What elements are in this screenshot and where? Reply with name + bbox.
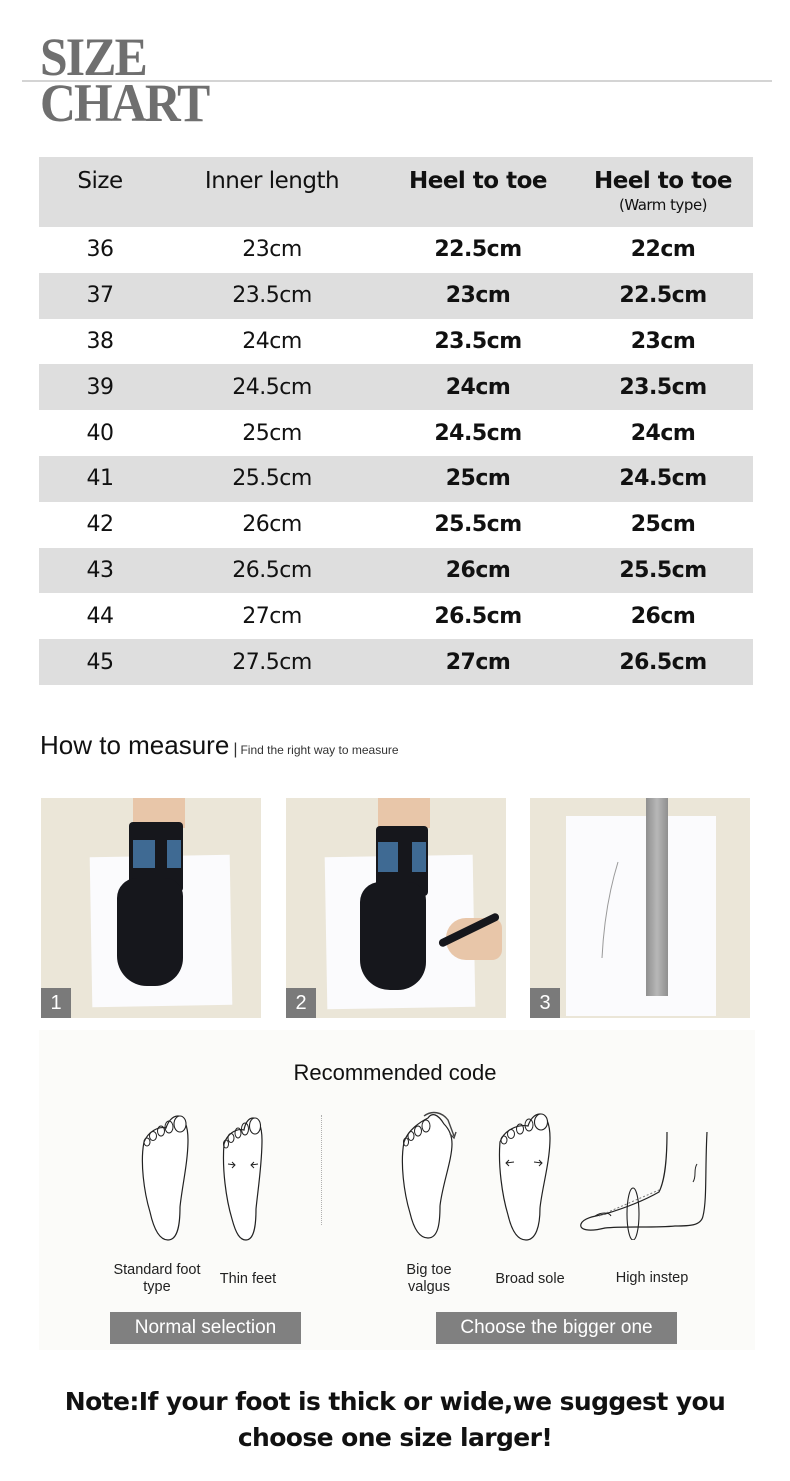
step-badge: 2: [286, 988, 316, 1018]
table-row: [39, 364, 753, 410]
table-row: [39, 593, 753, 639]
step-1-photo: [41, 798, 261, 1018]
thin-foot-icon: [218, 1114, 268, 1244]
size-table: [39, 157, 753, 685]
cell-warm: 23cm: [630, 328, 696, 354]
label-line: Thin feet: [219, 1271, 277, 1287]
how-to-measure-heading: [40, 730, 399, 761]
table-row: [39, 273, 753, 319]
measure-title: How to measure: [40, 730, 230, 760]
step-2-photo: [286, 798, 506, 1018]
cell-warm: 26cm: [630, 603, 696, 629]
table-row: [39, 502, 753, 548]
step-badge: 1: [41, 988, 71, 1018]
sock-stripe: [167, 840, 181, 868]
table-row: [39, 227, 753, 273]
note-line-2: choose one size larger!: [237, 1423, 553, 1452]
label-line: type: [143, 1279, 171, 1295]
cell-heel: 24cm: [445, 374, 511, 400]
cell-inner: 23.5cm: [232, 283, 312, 309]
cell-heel: 26.5cm: [434, 603, 522, 629]
title-line-2: CHART: [40, 73, 209, 133]
header-label: Inner length: [204, 168, 340, 194]
cell-size: 44: [86, 603, 114, 629]
cell-warm: 24.5cm: [619, 466, 707, 492]
cell-size: 45: [86, 649, 114, 675]
cell-inner: 27.5cm: [232, 649, 312, 675]
cell-inner: 23cm: [242, 237, 302, 263]
cell-size: 41: [86, 466, 114, 492]
page-title: [40, 27, 223, 133]
cell-heel: 25cm: [445, 466, 511, 492]
group-divider: [321, 1115, 322, 1225]
table-header-row: [39, 157, 753, 227]
ruler: [646, 798, 668, 996]
cell-inner: 26.5cm: [232, 557, 312, 583]
sock-stripe: [378, 842, 398, 872]
label-big-toe-valgus: [392, 1262, 466, 1296]
foot-outline-trace: [590, 858, 630, 968]
label-line: Big toe: [406, 1262, 452, 1278]
header-label: Size: [77, 168, 123, 194]
cell-heel: 23cm: [445, 283, 511, 309]
cell-inner: 24.5cm: [232, 374, 312, 400]
cell-size: 43: [86, 557, 114, 583]
cell-size: 40: [86, 420, 114, 446]
cell-size: 39: [86, 374, 114, 400]
cell-heel: 24.5cm: [434, 420, 522, 446]
note-line-1: Note:If your foot is thick or wide,we suggest you: [64, 1387, 726, 1416]
label-line: Broad sole: [495, 1271, 565, 1287]
header-heel-to-toe: [383, 157, 573, 227]
high-instep-icon: [575, 1130, 715, 1240]
choose-bigger-badge: Choose the bigger one: [436, 1312, 677, 1344]
cell-warm: 26.5cm: [619, 649, 707, 675]
cell-inner: 24cm: [242, 328, 302, 354]
label-line: Standard foot: [113, 1262, 201, 1278]
step-badge: 3: [530, 988, 560, 1018]
cell-heel: 26cm: [445, 557, 511, 583]
label-standard-foot: [100, 1262, 214, 1296]
step-3-photo: [530, 798, 750, 1018]
cell-inner: 26cm: [242, 512, 302, 538]
header-sublabel: (Warm type): [618, 196, 708, 214]
broad-sole-icon: [496, 1110, 554, 1244]
paper-sheet: [566, 816, 716, 1016]
cell-heel: 25.5cm: [434, 512, 522, 538]
measure-subtitle: Find the right way to measure: [240, 743, 399, 757]
measure-separator: |: [233, 741, 238, 758]
cell-warm: 22.5cm: [619, 283, 707, 309]
label-broad-sole: [482, 1271, 578, 1288]
normal-selection-badge: Normal selection: [110, 1312, 301, 1344]
table-row: [39, 548, 753, 594]
cell-size: 42: [86, 512, 114, 538]
sock-stripe: [133, 840, 155, 868]
cell-warm: 22cm: [630, 237, 696, 263]
label-thin-feet: [208, 1271, 288, 1288]
cell-inner: 25cm: [242, 420, 302, 446]
header-size: [39, 157, 161, 227]
header-inner-length: [161, 157, 383, 227]
table-row: [39, 410, 753, 456]
cell-heel: 27cm: [445, 649, 511, 675]
label-line: valgus: [408, 1279, 450, 1295]
cell-warm: 24cm: [630, 420, 696, 446]
big-toe-valgus-icon: [398, 1108, 466, 1244]
header-label: Heel to toe: [408, 168, 548, 194]
cell-size: 36: [86, 237, 114, 263]
sock-foot: [360, 882, 426, 990]
header-label: Heel to toe: [593, 168, 733, 194]
cell-heel: 23.5cm: [434, 328, 522, 354]
cell-warm: 23.5cm: [619, 374, 707, 400]
label-high-instep: [604, 1270, 700, 1287]
cell-heel: 22.5cm: [434, 237, 522, 263]
leg: [378, 798, 430, 828]
table-row: [39, 319, 753, 365]
cell-size: 37: [86, 283, 114, 309]
cell-size: 38: [86, 328, 114, 354]
label-line: High instep: [615, 1270, 689, 1286]
recommended-title: Recommended code: [293, 1060, 497, 1085]
cell-inner: 27cm: [242, 603, 302, 629]
table-row: [39, 639, 753, 685]
table-row: [39, 456, 753, 502]
cell-warm: 25cm: [630, 512, 696, 538]
cell-warm: 25.5cm: [619, 557, 707, 583]
sock-stripe: [412, 842, 426, 872]
sock-foot: [117, 878, 183, 986]
cell-inner: 25.5cm: [232, 466, 312, 492]
header-heel-to-toe-warm: [573, 157, 753, 227]
standard-foot-icon: [138, 1112, 194, 1244]
size-note: [0, 1384, 790, 1456]
title-line-1: SIZE: [40, 27, 146, 87]
